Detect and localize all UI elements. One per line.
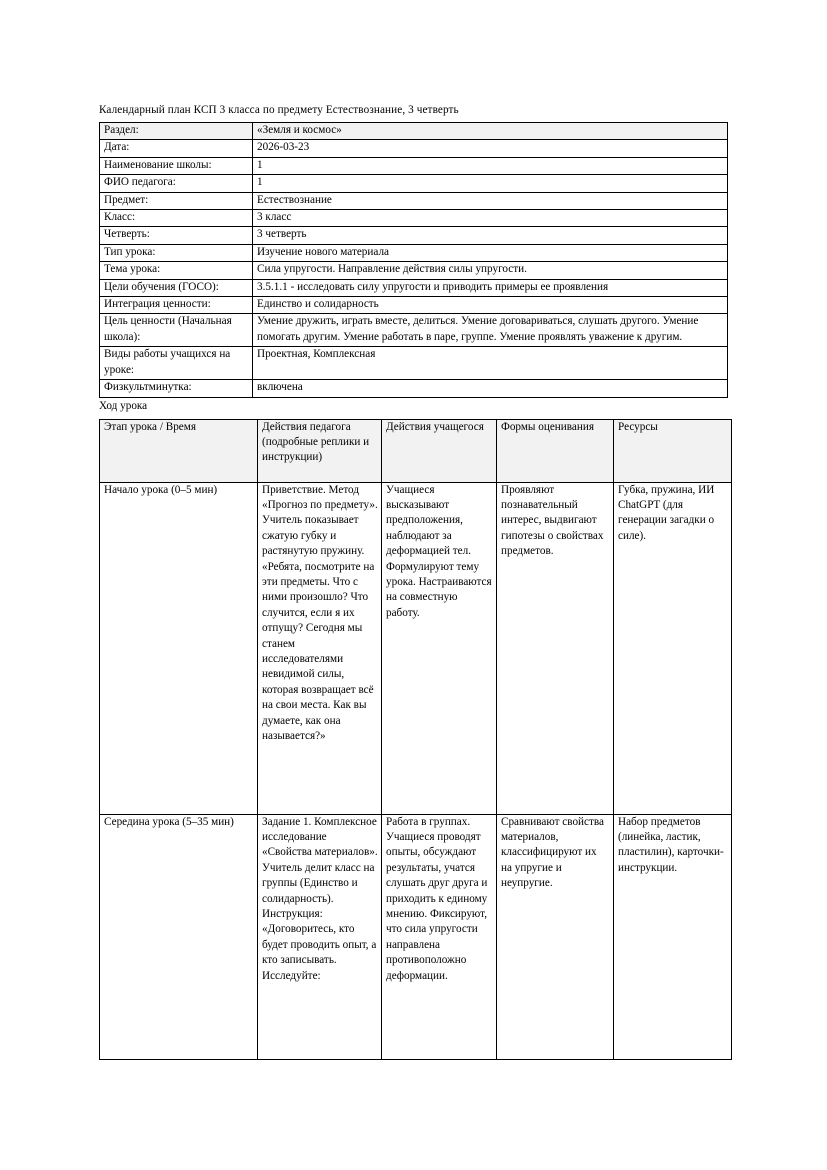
assessment-cell: Проявляют познавательный интерес, выдвигают гипотезы о свойствах предметов. (497, 482, 614, 814)
column-header-teacher-actions: Действия педагога (подробные реплики и инструкции) (258, 419, 382, 482)
table-row (100, 314, 728, 347)
info-value: 3 четверть (253, 227, 728, 244)
info-label: Интеграция ценности: (100, 297, 253, 314)
lesson-flow-body (100, 482, 732, 1059)
table-row (100, 297, 728, 314)
info-value: Естествознание (253, 192, 728, 209)
info-label: Четверть: (100, 227, 253, 244)
info-value: Изучение нового материала (253, 244, 728, 261)
assessment-cell: Сравнивают свойства материалов, классифицируют их на упругие и неупругие. (497, 814, 614, 1059)
table-row (100, 227, 728, 244)
info-value: 3 класс (253, 210, 728, 227)
table-header-row (100, 419, 732, 482)
info-value: Умение дружить, играть вместе, делиться. Умение договариваться, слушать другого. Умение помогать другим. Умение работать в паре, группе. Умение проявлять уважение к другим. (253, 314, 728, 347)
info-value: Единство и солидарность (253, 297, 728, 314)
table-row (100, 175, 728, 192)
table-row (100, 244, 728, 261)
info-value: «Земля и космос» (253, 123, 728, 140)
page-title: Календарный план КСП 3 класса по предмету Естествознание, 3 четверть (99, 104, 459, 116)
info-label: Цель ценности (Начальная школа): (100, 314, 253, 347)
lesson-info-body (100, 123, 728, 398)
info-label: Дата: (100, 140, 253, 157)
info-label: Физкультминутка: (100, 380, 253, 397)
column-header-student-actions: Действия учащегося (382, 419, 497, 482)
table-row (100, 140, 728, 157)
info-label: ФИО педагога: (100, 175, 253, 192)
table-row (100, 347, 728, 380)
resources-cell: Набор предметов (линейка, ластик, пластилин), карточки-инструкции. (614, 814, 732, 1059)
table-row (100, 210, 728, 227)
table-row (100, 380, 728, 397)
table-row (100, 157, 728, 174)
info-value: Сила упругости. Направление действия силы упругости. (253, 262, 728, 279)
table-row (100, 482, 732, 814)
info-label: Тип урока: (100, 244, 253, 261)
stage-cell: Начало урока (0–5 мин) (100, 482, 258, 814)
column-header-stage: Этап урока / Время (100, 419, 258, 482)
table-row (100, 814, 732, 1059)
section-caption: Ход урока (99, 399, 148, 412)
info-value: 2026-03-23 (253, 140, 728, 157)
info-value: 3.5.1.1 - исследовать силу упругости и приводить примеры ее проявления (253, 279, 728, 296)
column-header-assessment: Формы оценивания (497, 419, 614, 482)
info-value: 1 (253, 175, 728, 192)
info-value: включена (253, 380, 728, 397)
lesson-flow-table (99, 419, 732, 1060)
teacher-actions-cell: Задание 1. Комплексное исследование «Свойства материалов». Учитель делит класс на группы (Единство и солидарность). Инструкция: «Договоритесь, кто будет проводить опыт, а кто записывать. Исследуйте: (258, 814, 382, 1059)
lesson-flow-head (100, 419, 732, 482)
student-actions-cell: Работа в группах. Учащиеся проводят опыты, обсуждают результаты, учатся слушать друг друга и приходить к единому мнению. Фиксируют, что сила упругости направлена противоположно деформации. (382, 814, 497, 1059)
info-label: Наименование школы: (100, 157, 253, 174)
info-value: 1 (253, 157, 728, 174)
stage-cell: Середина урока (5–35 мин) (100, 814, 258, 1059)
table-row (100, 262, 728, 279)
table-row (100, 279, 728, 296)
student-actions-cell: Учащиеся высказывают предположения, наблюдают за деформацией тел. Формулируют тему урока. Настраиваются на совместную работу. (382, 482, 497, 814)
teacher-actions-cell: Приветствие. Метод «Прогноз по предмету». Учитель показывает сжатую губку и растянутую пружину. «Ребята, посмотрите на эти предметы. Что с ними произошло? Что случится, если я их отпущу? Сегодня мы станем исследователями невидимой силы, которая возвращает всё на свои места. Как вы думаете, как она называется?» (258, 482, 382, 814)
table-row (100, 192, 728, 209)
info-value: Проектная, Комплексная (253, 347, 728, 380)
lesson-info-table (99, 122, 728, 398)
info-label: Тема урока: (100, 262, 253, 279)
column-header-resources: Ресурсы (614, 419, 732, 482)
info-label: Виды работы учащихся на уроке: (100, 347, 253, 380)
info-label: Цели обучения (ГОСО): (100, 279, 253, 296)
info-label: Предмет: (100, 192, 253, 209)
table-row (100, 123, 728, 140)
info-label: Раздел: (100, 123, 253, 140)
resources-cell: Губка, пружина, ИИ ChatGPT (для генерации загадки о силе). (614, 482, 732, 814)
info-label: Класс: (100, 210, 253, 227)
